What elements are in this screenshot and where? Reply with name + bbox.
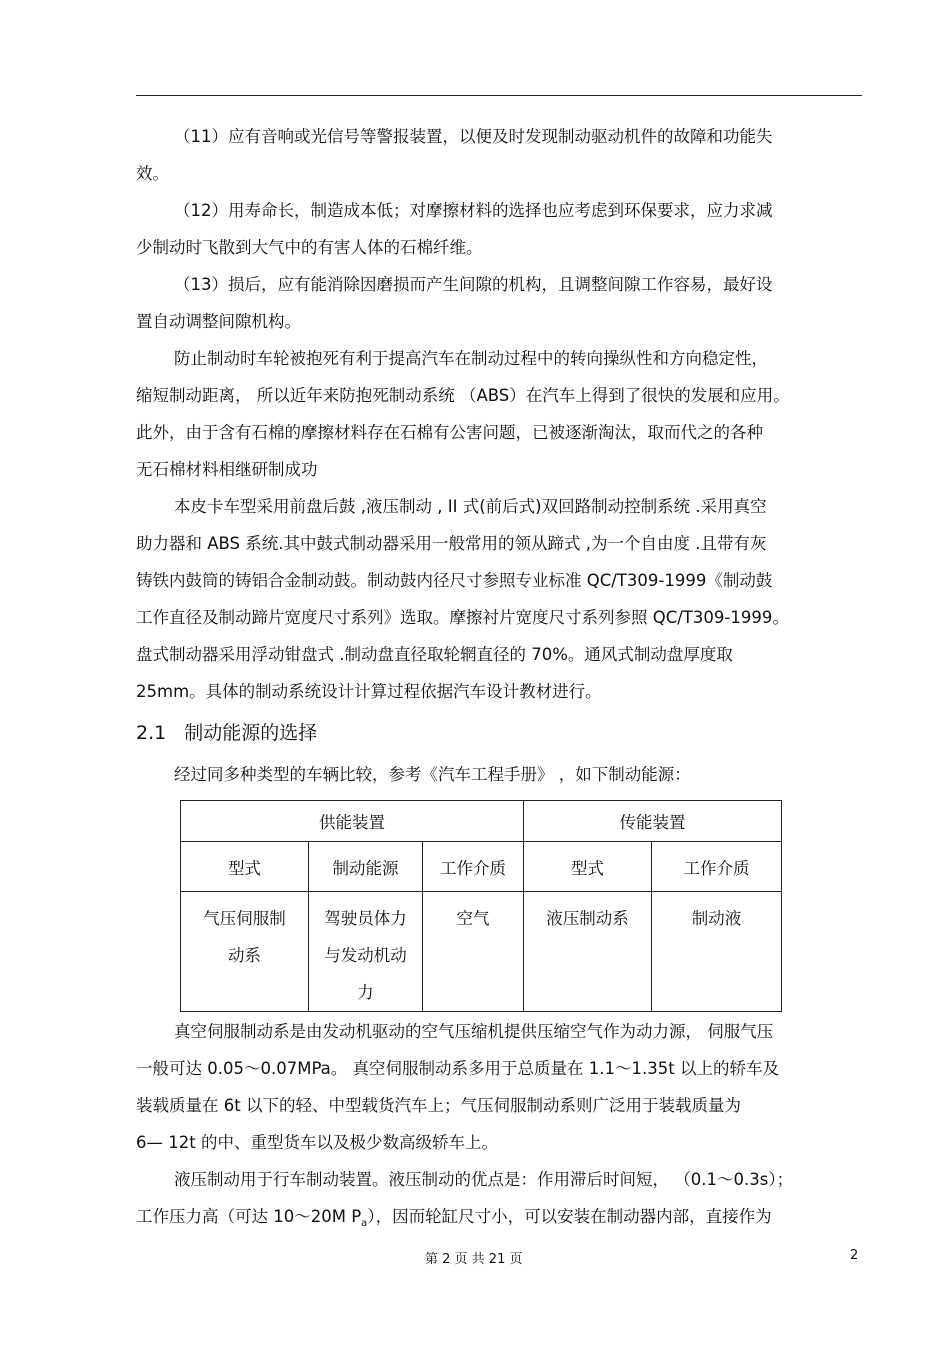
paragraph-line: 助力器和 ABS 系统.其中鼓式制动器采用一般常用的领从蹄式 ,为一个自由度 .且带有灰	[136, 534, 767, 553]
paragraph-line: 效。	[136, 164, 169, 183]
brake-energy-table	[180, 800, 782, 1012]
section-heading	[136, 710, 860, 756]
cell-line: 气压伺服制	[203, 909, 286, 928]
paragraph-line: 装载质量在 6t 以下的轻、中型载货汽车上；气压伺服制动系则广泛用于装载质量为	[136, 1096, 741, 1115]
group-header-transmission: 传能装置	[524, 801, 782, 842]
cell-line: 动系	[228, 946, 261, 965]
paragraph-line: 一般可达 0.05～0.07MPa。 真空伺服制动系多用于总质量在 1.1～1.35t 以上的轿车及	[136, 1059, 779, 1078]
column-header: 型式	[181, 842, 309, 892]
paragraph-line: 工作直径及制动蹄片宽度尺寸系列》选取。摩擦衬片宽度尺寸系列参照 QC/T309-1999。	[136, 608, 789, 627]
paragraph-line: 25mm。具体的制动系统设计计算过程依据汽车设计教材进行。	[136, 682, 602, 701]
page-number: 2	[850, 1248, 859, 1263]
paragraph-line: （11）应有音响或光信号等警报装置，以便及时发现制动驱动机件的故障和功能失	[174, 127, 773, 146]
paragraph-line: 真空伺服制动系是由发动机驱动的空气压缩机提供压缩空气作为动力源， 伺服气压	[174, 1022, 774, 1041]
cell-line: 驾驶员体力	[324, 909, 407, 928]
paragraph-line: （12）用寿命长，制造成本低；对摩擦材料的选择也应考虑到环保要求，应力求减	[174, 201, 773, 220]
cell-line: 制动液	[691, 909, 742, 928]
page-counter: 第 2 页 共 21 页	[425, 1252, 523, 1267]
column-header: 工作介质	[652, 842, 782, 892]
cell-line: 与发动机动	[324, 946, 407, 965]
header-rule	[136, 95, 862, 96]
section-title: 制动能源的选择	[184, 722, 318, 744]
column-header: 型式	[524, 842, 652, 892]
paragraph-line: 铸铁内鼓筒的铸铝合金制动鼓。制动鼓内径尺寸参照专业标准 QC/T309-1999《制动鼓	[136, 571, 773, 590]
paragraph-line: 少制动时飞散到大气中的有害人体的石棉纤维。	[136, 238, 483, 257]
paragraph-line: 盘式制动器采用浮动钳盘式 .制动盘直径取轮辋直径的 70%。通风式制动盘厚度取	[136, 645, 733, 664]
paragraph-line: 防止制动时车轮被抱死有利于提高汽车在制动过程中的转向操纵性和方向稳定性，	[174, 349, 768, 368]
document-body-bottom	[136, 1013, 860, 1235]
group-header-supply: 供能装置	[181, 801, 524, 842]
paragraph-line: 本皮卡车型采用前盘后鼓 ,液压制动 , II 式(前后式)双回路制动控制系统 .采用真空	[174, 497, 767, 516]
paragraph-line: 置自动调整间隙机构。	[136, 312, 301, 331]
table-cell	[652, 892, 782, 1012]
table-cell	[181, 892, 309, 1012]
paragraph-line: 6— 12t 的中、重型货车以及极少数高级轿车上。	[136, 1133, 498, 1152]
paragraph-line: （13）损后，应有能消除因磨损而产生间隙的机构，且调整间隙工作容易，最好设	[174, 275, 773, 294]
table-cell	[524, 892, 652, 1012]
text-span: 工作压力高（可达 10～20M P	[136, 1207, 362, 1226]
cell-line: 液压制动系	[546, 909, 629, 928]
paragraph-line: 无石棉材料相继研制成功	[136, 460, 318, 479]
paragraph-line: 缩短制动距离， 所以近年来防抱死制动系统 （ABS）在汽车上得到了很快的发展和应用。	[136, 386, 790, 405]
cell-line: 力	[357, 983, 374, 1002]
table-cell	[423, 892, 524, 1012]
column-header: 制动能源	[309, 842, 423, 892]
cell-line: 空气	[456, 909, 490, 928]
paragraph-line: 此外，由于含有石棉的摩擦材料存在石棉有公害问题，已被逐渐淘汰，取而代之的各种	[136, 423, 763, 442]
table-cell	[309, 892, 423, 1012]
column-header: 工作介质	[423, 842, 524, 892]
text-span: ），因而轮缸尺寸小，可以安装在制动器内部，直接作为	[367, 1207, 772, 1226]
document-body-top	[136, 118, 860, 793]
subscript: a	[361, 1218, 368, 1229]
section-number: 2.1	[136, 722, 167, 744]
section-intro: 经过同多种类型的车辆比较，参考《汽车工程手册》 ，如下制动能源：	[174, 765, 691, 784]
paragraph-line: 液压制动用于行车制动装置。液压制动的优点是：作用滞后时间短， （0.1～0.3s）；	[174, 1170, 794, 1189]
paragraph-line	[136, 1198, 860, 1235]
